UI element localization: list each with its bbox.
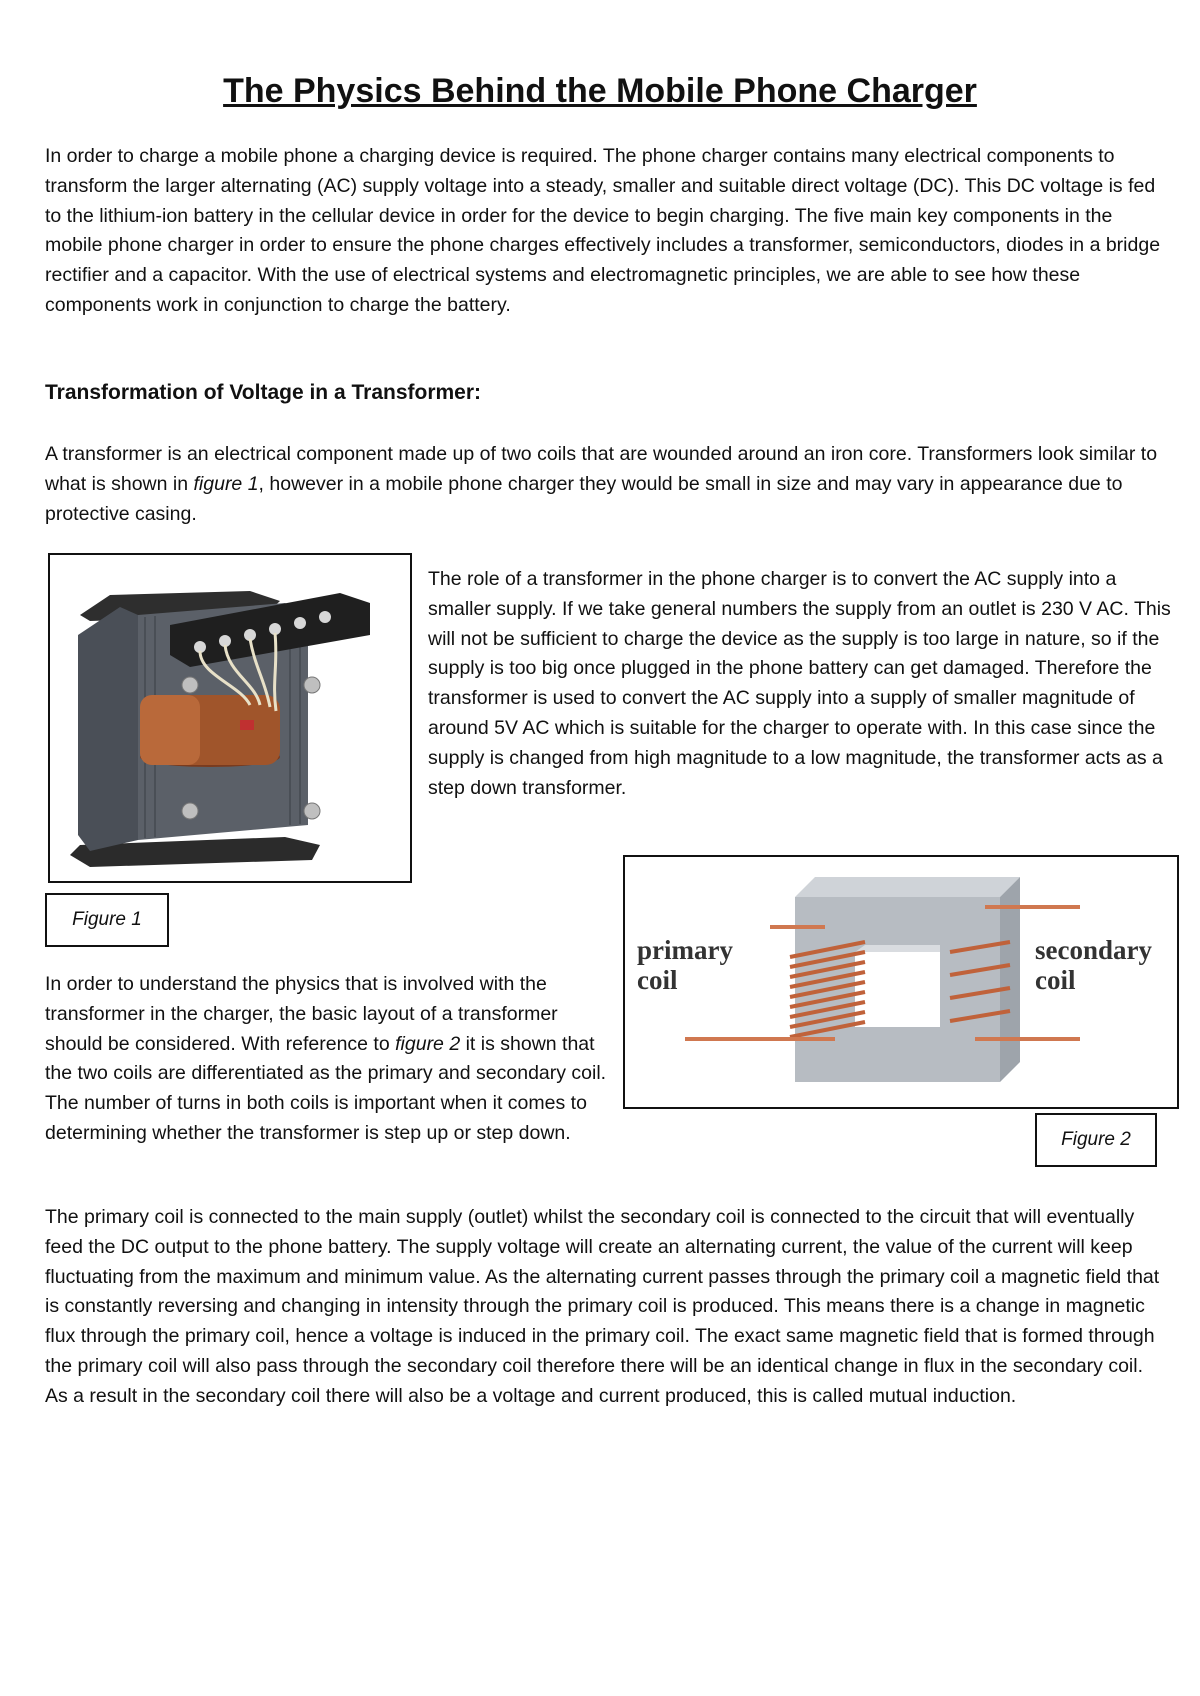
section-heading: Transformation of Voltage in a Transformer: <box>45 381 482 404</box>
transformer-paragraph-text-1: A transformer is an electrical component made up of two coils that are wounded around an iron core. Transformers look similar to what is shown in <box>45 443 1158 495</box>
mutual-induction-paragraph: The primary coil is connected to the main supply (outlet) whilst the secondary coil is connected to the circuit that will eventually feed the DC output to the phone battery. The supply voltage will create an alternating current, the value of the current will keep fluctuating from the maximum and minimum value. As the alternating current passes through the primary coil a magnetic field that is constantly reversing and changing in intensity through the primary coil is produced. This means there is a change in magnetic flux through the primary coil, hence a voltage is induced in the primary coil. The exact same magnetic field that is formed through the primary coil will also pass through the secondary coil therefore there will be an identical change in flux in the secondary coil. As a result in the secondary coil there will also be a voltage and current produced, this is called mutual induction. <box>45 1206 1160 1407</box>
transformer-layout-paragraph <box>45 970 617 1149</box>
primary-label-line-1: primary <box>637 935 733 965</box>
figure-1-image <box>48 553 412 883</box>
primary-label-line-2: coil <box>637 965 678 995</box>
transformer-core-diagram <box>625 857 1177 1107</box>
figure-2-reference: figure 2 <box>395 1032 461 1055</box>
transformer-paragraph <box>45 440 1170 529</box>
transformer-role-paragraph: The role of a transformer in the phone charger is to convert the AC supply into a smaller supply. If we take general numbers the supply from an outlet is 230 V AC. This will not be sufficient to charge the device as the supply is too large in nature, so if the supply is too big once plugged in the phone battery can get damaged. Therefore the transformer is used to convert the AC supply into a supply of smaller magnitude of around 5V AC which is suitable for the charger to operate with. In this case since the supply is changed from high magnitude to a low magnitude, the transformer acts as a step down transformer. <box>428 568 1171 799</box>
secondary-label-line-1: secondary <box>1035 935 1152 965</box>
transformer-photo-illustration <box>50 555 410 881</box>
layout-paragraph-text-2: it is shown that the two coils are differentiated as the primary and secondary coil. The number of turns in both coils is important when it comes to determining whether the transformer is step up or step down. <box>45 1032 607 1144</box>
page-title: The Physics Behind the Mobile Phone Charger <box>223 72 977 110</box>
figure-2-caption: Figure 2 <box>1035 1113 1157 1167</box>
intro-paragraph: In order to charge a mobile phone a charging device is required. The phone charger contains many electrical components to transform the larger alternating (AC) supply voltage into a steady, smaller and suitable direct voltage (DC). This DC voltage is fed to the lithium-ion battery in the cellular device in order for the device to begin charging. The five main key components in the mobile phone charger in order to ensure the phone charges effectively includes a transformer, semiconductors, diodes in a bridge rectifier and a capacitor. With the use of electrical systems and electromagnetic principles, we are able to see how these components work in conjunction to charge the battery. <box>45 145 1161 316</box>
figure-1-reference: figure 1 <box>193 472 259 495</box>
figure-1-caption: Figure 1 <box>45 893 169 947</box>
secondary-label-line-2: coil <box>1035 965 1076 995</box>
figure-2-diagram <box>623 855 1179 1109</box>
layout-paragraph-text-1: In order to understand the physics that is involved with the transformer in the charger, the basic layout of a transformer should be considered. With reference to <box>45 973 558 1055</box>
transformer-paragraph-text-2: , however in a mobile phone charger they would be small in size and may vary in appearance due to protective casing. <box>45 472 1123 525</box>
